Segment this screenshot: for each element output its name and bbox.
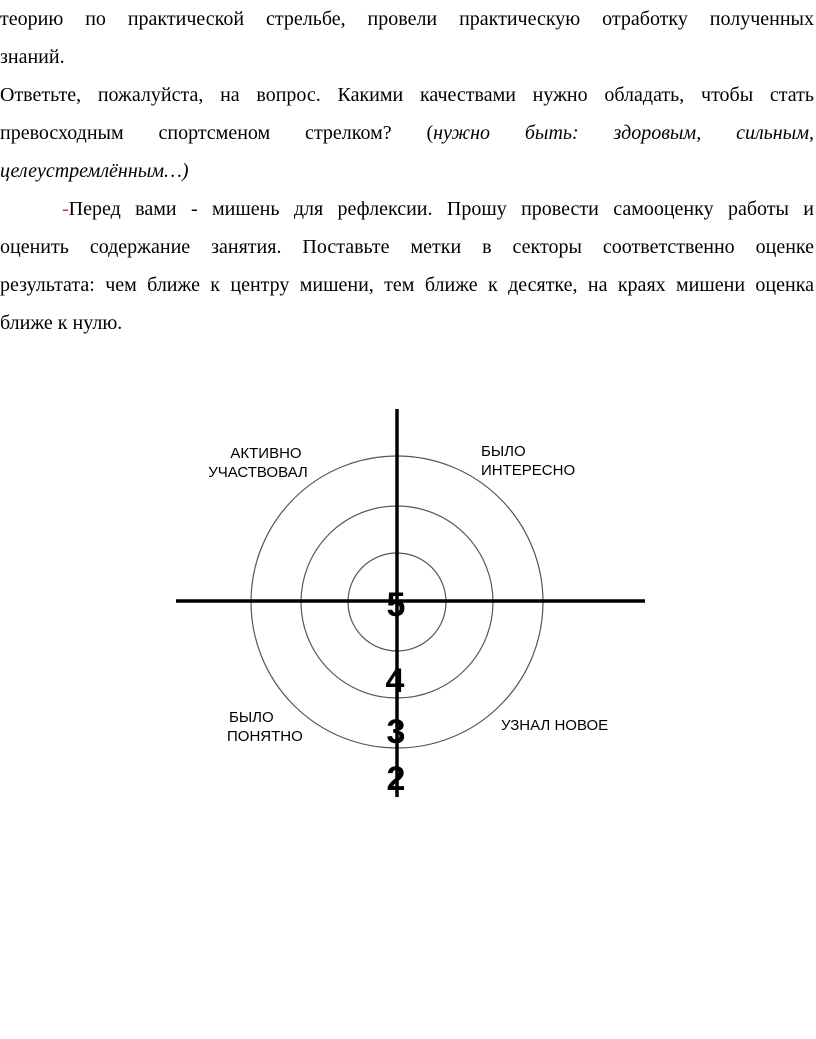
label-was-interesting-2: ИНТЕРЕСНО — [481, 462, 576, 479]
label-learned-new: УЗНАЛ НОВОЕ — [501, 717, 609, 734]
label-was-clear-2: ПОНЯТНО — [227, 728, 303, 745]
paragraph-2-line-3 — [0, 152, 189, 190]
dash-marker: - — [62, 198, 69, 220]
instruction-text: Перед вами - мишень для рефлексии. Прошу провести самооценку работы и — [68, 198, 814, 220]
answer-hint-end: целеустремлённым…) — [0, 160, 189, 182]
question-text: превосходным спортсменом стрелком? ( — [0, 122, 434, 144]
paragraph-3-line-4: ближе к нулю. — [0, 312, 123, 334]
score-5: 5 — [386, 586, 406, 624]
score-4: 4 — [385, 662, 405, 700]
paragraph-2-line-2 — [0, 114, 814, 152]
target-diagram — [170, 405, 650, 805]
paragraph-1-line-2: знаний. — [0, 46, 65, 68]
label-actively-participated-2: УЧАСТВОВАЛ — [208, 464, 308, 481]
score-3: 3 — [386, 713, 406, 751]
answer-hint-text: нужно быть: здоровым, сильным, — [433, 122, 814, 144]
label-actively-participated-1: АКТИВНО — [230, 445, 302, 462]
paragraph-1-line-1: теорию по практической стрельбе, провели практическую отработку полученных — [0, 8, 814, 30]
score-2: 2 — [386, 760, 406, 798]
paragraph-3-line-1 — [62, 190, 814, 228]
paragraph-3-line-2: оценить содержание занятия. Поставьте метки в секторы соответственно оценке — [0, 236, 814, 258]
label-was-interesting-1: БЫЛО — [481, 443, 526, 460]
reflection-target — [170, 405, 650, 805]
paragraph-2-line-1: Ответьте, пожалуйста, на вопрос. Какими качествами нужно обладать, чтобы стать — [0, 84, 814, 106]
label-was-clear-1: БЫЛО — [229, 709, 274, 726]
paragraph-3-line-3: результата: чем ближе к центру мишени, тем ближе к десятке, на краях мишени оценка — [0, 274, 814, 296]
